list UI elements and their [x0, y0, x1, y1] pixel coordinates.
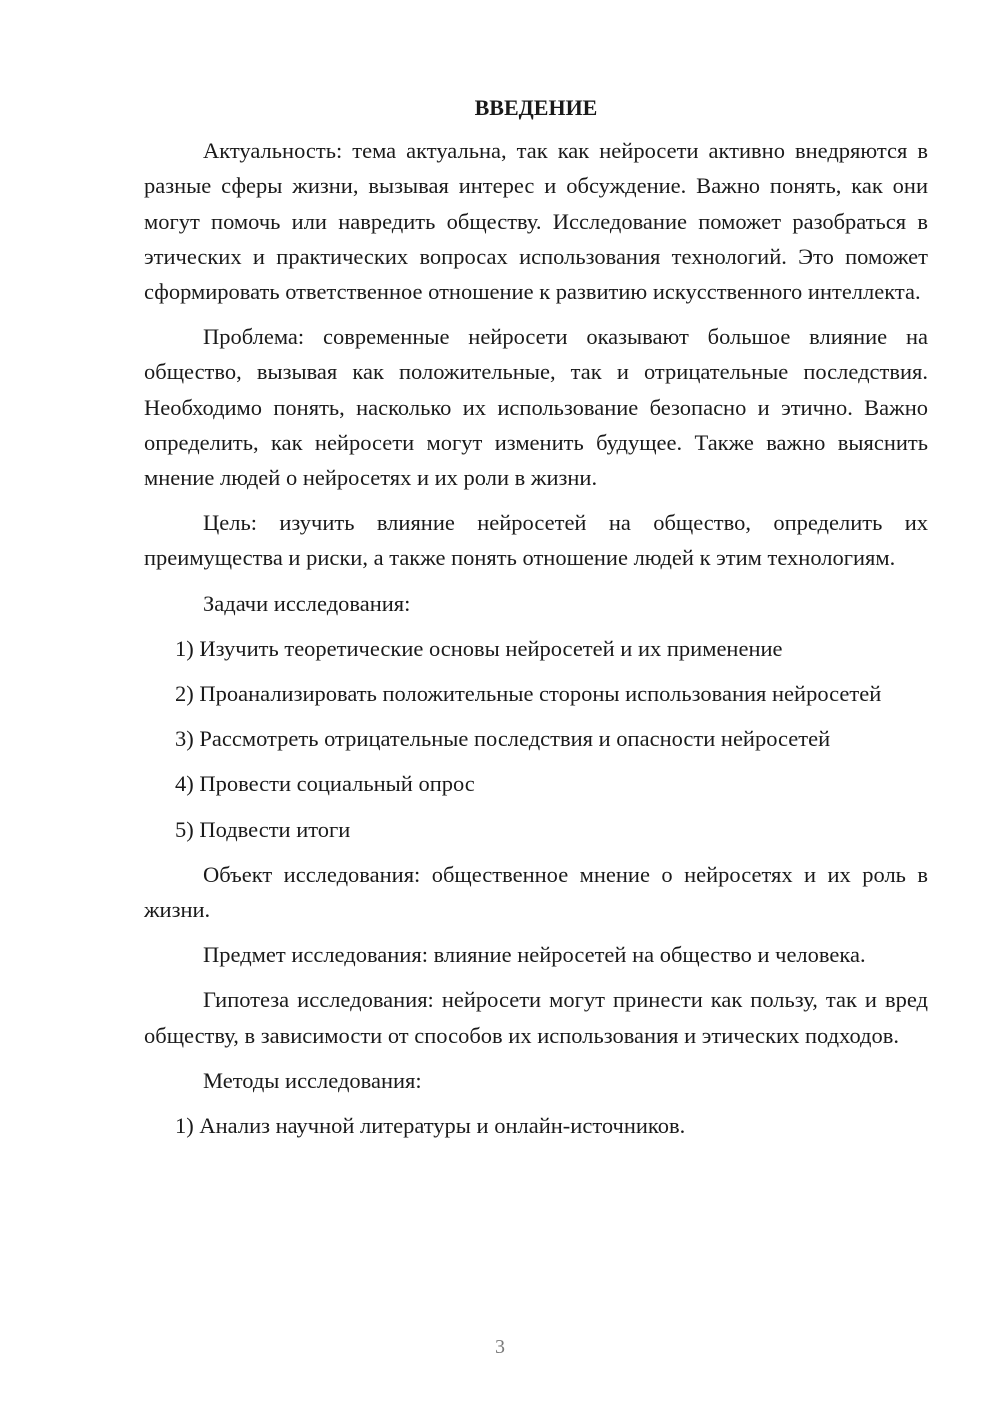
- task-item: 5) Подвести итоги: [175, 816, 351, 842]
- document-page: [144, 90, 928, 1143]
- page-title: ВВЕДЕНИЕ: [474, 95, 598, 120]
- methods-heading: Методы исследования:: [203, 1067, 422, 1093]
- problem-paragraph: Проблема: современные нейросети оказывают большое влияние на общество, вызывая как положительные, так и отрицательные последствия. Необходимо понять, насколько их использование безопасно и этично. Важно определить, как нейросети могут изменить будущее. Также важно выяснить мнение людей о нейросетях и их роли в жизни.: [144, 324, 928, 491]
- task-item: 3) Рассмотреть отрицательные последствия и опасности нейросетей: [175, 726, 831, 752]
- task-item: 2) Проанализировать положительные стороны использования нейросетей: [175, 681, 882, 707]
- method-item: 1) Анализ научной литературы и онлайн-источников.: [175, 1113, 686, 1139]
- page-number: 3: [495, 1336, 505, 1358]
- object-paragraph: Объект исследования: общественное мнение о нейросетях и их роль в жизни.: [144, 861, 928, 923]
- tasks-heading: Задачи исследования:: [203, 590, 411, 616]
- task-item: 1) Изучить теоретические основы нейросетей и их применение: [175, 635, 783, 661]
- subject-paragraph: Предмет исследования: влияние нейросетей на общество и человека.: [203, 942, 866, 968]
- relevance-paragraph: Актуальность: тема актуальна, так как нейросети активно внедряются в разные сферы жизни, вызывая интерес и обсуждение. Важно понять, как они могут помочь или навредить обществу. Исследование поможет разобраться в этических и практических вопросах использования технологий. Это поможет сформировать ответственное отношение к развитию искусственного интеллекта.: [144, 138, 928, 305]
- goal-paragraph: Цель: изучить влияние нейросетей на общество, определить их преимущества и риски, а также понять отношение людей к этим технологиям.: [144, 510, 928, 571]
- task-item: 4) Провести социальный опрос: [175, 771, 475, 797]
- hypothesis-paragraph: Гипотеза исследования: нейросети могут принести как пользу, так и вред обществу, в зависимости от способов их использования и этических подходов.: [144, 987, 928, 1048]
